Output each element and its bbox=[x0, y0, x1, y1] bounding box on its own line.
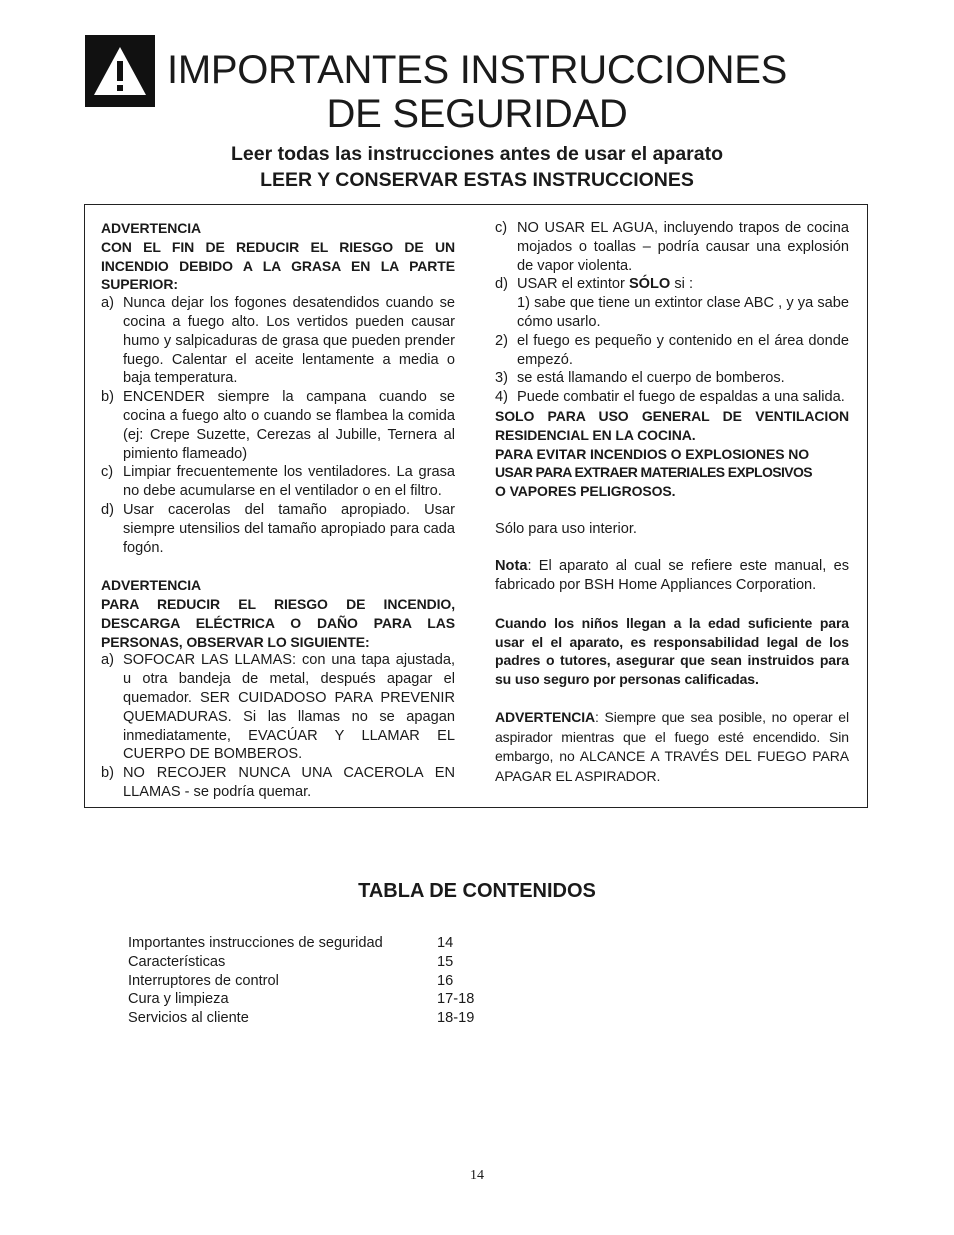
page-title bbox=[150, 48, 804, 136]
list-marker: b) bbox=[101, 389, 114, 406]
list-item bbox=[101, 764, 455, 802]
ventilation-notice: SOLO PARA USO GENERAL DE VENTILACION RESIDENCIAL EN LA COCINA. bbox=[495, 407, 849, 443]
toc-entry-page: 17-18 bbox=[437, 991, 475, 1008]
list-item bbox=[495, 332, 849, 370]
list-marker: d) bbox=[495, 276, 508, 293]
toc-entry-page: 15 bbox=[437, 953, 454, 970]
page-number: 14 bbox=[470, 1168, 484, 1183]
list-item bbox=[101, 388, 455, 463]
toc-entry-name: Servicios al cliente bbox=[128, 1010, 249, 1027]
only-emphasis: SÓLO bbox=[628, 276, 671, 293]
title-line-2: DE SEGURIDAD bbox=[326, 92, 628, 136]
list-item bbox=[495, 369, 849, 388]
warning-3-text: : Siempre que sea posible, no operar el aspirador mientras que el fuego esté encendido. Sin embargo, no ALCANCE A TRAVÉS DEL FUEGO PARA APAGAR EL ASPIRADOR. bbox=[495, 708, 849, 785]
list-text: el fuego es pequeño y contenido en el área donde empezó. bbox=[517, 332, 849, 368]
extinguisher-text-end: si : bbox=[670, 276, 693, 293]
toc-entry bbox=[128, 1009, 497, 1028]
toc-entry-page: 16 bbox=[437, 972, 454, 989]
toc-entry bbox=[128, 953, 497, 972]
warning-3-paragraph bbox=[495, 708, 849, 787]
toc-entry bbox=[128, 990, 497, 1009]
children-notice: Cuando los niños llegan a la edad suficiente para usar el el aparato, es responsabilidad legal de los padres o tutores, asegurar que sean instruidos para su uso seguro por personas calificadas. bbox=[495, 614, 849, 688]
list-text: Limpiar frecuentemente los ventiladores. La grasa no debe acumularse en el ventilador o en el filtro. bbox=[123, 464, 455, 500]
list-text: SOFOCAR LAS LLAMAS: con una tapa ajustada, u otra bandeja de metal, después apagar el quemador. SER CUIDADOSO PARA PREVENIR QUEMADURAS. Si las llamas no se apagan inmediatamente, EVACÚAR Y LLAMAR EL CUERPO DE BOMBEROS. bbox=[123, 652, 455, 763]
toc-entry-name: Características bbox=[128, 953, 226, 970]
list-item bbox=[101, 463, 455, 501]
warning-label: ADVERTENCIA bbox=[101, 577, 202, 594]
list-item bbox=[495, 219, 849, 275]
list-marker: c) bbox=[495, 220, 508, 236]
conditions-list bbox=[495, 332, 849, 407]
title-line-1: IMPORTANTES INSTRUCCIONES bbox=[167, 48, 787, 92]
toc-entry bbox=[128, 972, 497, 991]
nota-label: Nota bbox=[495, 558, 528, 575]
warning-triangle-icon bbox=[85, 35, 155, 107]
list-text: ENCENDER siempre la campana cuando se cocina a fuego alto o cuando se flambea la comida (ej: Crepe Suzette, Cerezas al Jubille, Ternera al pimiento flameado) bbox=[123, 389, 455, 462]
interior-use-note: Sólo para uso interior. bbox=[495, 520, 637, 537]
toc-entry-name: Cura y limpieza bbox=[128, 991, 229, 1008]
condition-item: 1) sabe que tiene un extintor clase ABC , y ya sabe cómo usarlo. bbox=[517, 295, 849, 330]
list-marker: a) bbox=[101, 295, 114, 312]
warning-1-list bbox=[101, 294, 455, 557]
explosion-line: PARA EVITAR INCENDIOS O EXPLOSIONES NO bbox=[495, 445, 810, 462]
nota-text: : El aparato al cual se refiere este manual, es fabricado por BSH Home Appliances Corporation. bbox=[495, 558, 849, 594]
list-text: Puede combatir el fuego de espaldas a una salida. bbox=[517, 389, 845, 406]
warning-label: ADVERTENCIA bbox=[495, 708, 596, 725]
list-text: NO USAR EL AGUA, incluyendo trapos de cocina mojados o toallas – podría causar una explosión de vapor violenta. bbox=[517, 220, 849, 274]
list-marker: b) bbox=[101, 765, 114, 782]
toc-entry-page: 14 bbox=[437, 935, 454, 951]
list-text: se está llamando el cuerpo de bomberos. bbox=[517, 370, 785, 387]
warning-label: ADVERTENCIA bbox=[101, 220, 202, 236]
list-marker: 2) bbox=[495, 332, 508, 349]
toc-entry bbox=[128, 934, 497, 953]
list-marker: c) bbox=[101, 464, 114, 481]
list-marker: 3) bbox=[495, 370, 508, 387]
list-marker: 4) bbox=[495, 389, 508, 406]
warning-2-list bbox=[101, 651, 455, 801]
explosion-notice bbox=[495, 445, 849, 501]
subtitle bbox=[100, 141, 854, 193]
list-text: NO RECOJER NUNCA UNA CACEROLA EN LLAMAS - se podría quemar. bbox=[123, 765, 455, 800]
subtitle-line-1: Leer todas las instrucciones antes de usar el aparato bbox=[230, 143, 724, 165]
toc-entry-page: 18-19 bbox=[437, 1010, 475, 1027]
toc-entry-name: Interruptores de control bbox=[128, 972, 279, 989]
list-text bbox=[517, 275, 849, 294]
subtitle-line-2: LEER Y CONSERVAR ESTAS INSTRUCCIONES bbox=[260, 169, 694, 191]
toc-title: TABLA DE CONTENIDOS bbox=[358, 880, 596, 902]
left-column bbox=[101, 219, 455, 802]
list-text: Nunca dejar los fogones desatendidos cuando se cocina a fuego alto. Los vertidos pueden causar humo y salpicaduras de grasa que pueden prender fuego. Calentar el aceite lentamente a media o baja temperatura. bbox=[123, 295, 455, 387]
explosion-line: USAR PARA EXTRAER MATERIALES EXPLOSIVOS bbox=[495, 464, 813, 481]
list-marker: a) bbox=[101, 652, 114, 669]
nota-paragraph bbox=[495, 557, 849, 595]
list-item bbox=[101, 501, 455, 557]
explosion-line: O VAPORES PELIGROSOS. bbox=[495, 483, 676, 500]
list-marker: d) bbox=[101, 501, 114, 518]
extinguisher-text: USAR el extintor bbox=[517, 276, 629, 293]
list-text: Usar cacerolas del tamaño apropiado. Usar siempre utensilios del tamaño apropiado para cada fogón. bbox=[123, 501, 455, 556]
warning-heading: CON EL FIN DE REDUCIR EL RIESGO DE UN INCENDIO DEBIDO A LA GRASA EN LA PARTE SUPERIOR: bbox=[101, 238, 455, 293]
list-item bbox=[101, 294, 455, 388]
list-item bbox=[495, 275, 849, 294]
warning-heading: PARA REDUCIR EL RIESGO DE INCENDIO, DESCARGA ELÉCTRICA O DAÑO PARA LAS PERSONAS, OBSERVAR LO SIGUIENTE: bbox=[101, 595, 455, 650]
list-item bbox=[495, 388, 849, 407]
toc-entry-name: Importantes instrucciones de seguridad bbox=[128, 935, 383, 951]
toc-list bbox=[128, 934, 497, 1028]
right-column bbox=[495, 219, 849, 787]
list-item bbox=[101, 651, 455, 764]
